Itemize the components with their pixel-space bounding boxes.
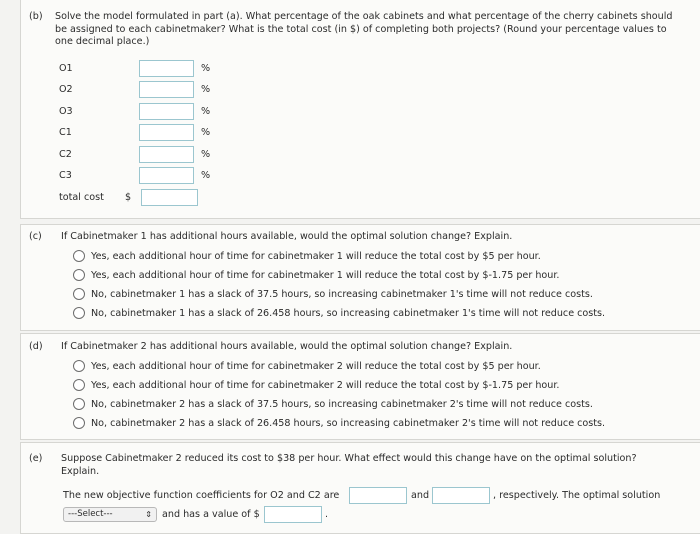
option-text: Yes, each additional hour of time for cabinetmaker 1 will reduce the total cost by $5 per hour. bbox=[91, 251, 541, 262]
option-text: No, cabinetmaker 1 has a slack of 37.5 hours, so increasing cabinetmaker 1's time will not reduce costs. bbox=[91, 289, 593, 300]
option-text: Yes, each additional hour of time for cabinetmaker 2 will reduce the total cost by $5 per hour. bbox=[91, 361, 541, 372]
objective-sentence-mid: , respectively. The optimal solution bbox=[493, 490, 661, 501]
select-value: ---Select--- bbox=[68, 509, 113, 519]
part-e-letter: (e) bbox=[29, 453, 43, 464]
part-c-header bbox=[29, 231, 51, 244]
radio-button[interactable] bbox=[73, 379, 85, 391]
part-e-panel bbox=[20, 442, 700, 534]
part-e-question: Suppose Cabinetmaker 2 reduced its cost to $38 per hour. What effect would this change have on the optimal solution? Explain. bbox=[61, 453, 637, 477]
percent-sign: % bbox=[201, 149, 211, 160]
part-b-question: Solve the model formulated in part (a). What percentage of the oak cabinets and what percentage of the cherry cabinets should be assigned to each cabinetmaker? What is the total cost (in $) of completing both projects? (Round your percentage values to one decimal place.) bbox=[55, 11, 673, 47]
option-text: Yes, each additional hour of time for cabinetmaker 2 will reduce the total cost by $-1.75 per hour. bbox=[91, 380, 560, 391]
part-d-header bbox=[29, 341, 51, 354]
chevron-updown-icon: ⇕ bbox=[145, 510, 152, 519]
part-d-panel bbox=[20, 333, 700, 440]
radio-button[interactable] bbox=[73, 360, 85, 372]
option-text: Yes, each additional hour of time for cabinetmaker 1 will reduce the total cost by $-1.75 per hour. bbox=[91, 270, 560, 281]
o2-percent-input[interactable] bbox=[139, 81, 194, 98]
row-o3 bbox=[59, 103, 259, 121]
c1-percent-input[interactable] bbox=[139, 124, 194, 141]
total-cost-input[interactable] bbox=[141, 189, 198, 206]
part-b-header bbox=[29, 11, 51, 24]
part-c-letter: (c) bbox=[29, 231, 42, 242]
row-label: O1 bbox=[59, 63, 73, 74]
optimal-value-input[interactable] bbox=[264, 506, 322, 523]
optimal-solution-select[interactable] bbox=[63, 507, 157, 522]
o3-percent-input[interactable] bbox=[139, 103, 194, 120]
row-label: C1 bbox=[59, 127, 72, 138]
option-text: No, cabinetmaker 1 has a slack of 26.458 hours, so increasing cabinetmaker 1's time will not reduce costs. bbox=[91, 308, 606, 319]
c3-percent-input[interactable] bbox=[139, 167, 194, 184]
radio-button[interactable] bbox=[73, 398, 85, 410]
row-c1 bbox=[59, 124, 259, 142]
part-b-letter: (b) bbox=[29, 11, 43, 22]
part-b-panel bbox=[20, 0, 700, 219]
row-total-cost bbox=[59, 189, 259, 207]
part-e-header bbox=[29, 453, 51, 466]
radio-button[interactable] bbox=[73, 417, 85, 429]
radio-button[interactable] bbox=[73, 307, 85, 319]
total-cost-label: total cost bbox=[59, 192, 104, 203]
period-text: . bbox=[325, 509, 329, 520]
dollar-sign: $ bbox=[125, 192, 132, 203]
percent-sign: % bbox=[201, 170, 211, 181]
percent-sign: % bbox=[201, 106, 211, 117]
value-text: and has a value of $ bbox=[162, 509, 260, 520]
part-d-question: If Cabinetmaker 2 has additional hours available, would the optimal solution change? Explain. bbox=[61, 341, 513, 352]
row-o1 bbox=[59, 60, 259, 78]
row-c2 bbox=[59, 146, 259, 164]
row-label: O3 bbox=[59, 106, 73, 117]
percent-sign: % bbox=[201, 127, 211, 138]
row-label: O2 bbox=[59, 84, 73, 95]
row-o2 bbox=[59, 81, 259, 99]
option-text: No, cabinetmaker 2 has a slack of 26.458 hours, so increasing cabinetmaker 2's time will not reduce costs. bbox=[91, 418, 606, 429]
part-c-panel bbox=[20, 224, 700, 331]
row-label: C2 bbox=[59, 149, 72, 160]
percent-sign: % bbox=[201, 63, 211, 74]
c2-coefficient-input[interactable] bbox=[432, 487, 490, 504]
row-label: C3 bbox=[59, 170, 72, 181]
row-c3 bbox=[59, 167, 259, 185]
option-text: No, cabinetmaker 2 has a slack of 37.5 hours, so increasing cabinetmaker 2's time will not reduce costs. bbox=[91, 399, 593, 410]
o2-coefficient-input[interactable] bbox=[349, 487, 407, 504]
radio-button[interactable] bbox=[73, 288, 85, 300]
percent-sign: % bbox=[201, 84, 211, 95]
and-text: and bbox=[411, 490, 430, 501]
radio-button[interactable] bbox=[73, 269, 85, 281]
radio-button[interactable] bbox=[73, 250, 85, 262]
part-c-question: If Cabinetmaker 1 has additional hours available, would the optimal solution change? Explain. bbox=[61, 231, 513, 242]
part-d-letter: (d) bbox=[29, 341, 43, 352]
o1-percent-input[interactable] bbox=[139, 60, 194, 77]
objective-sentence-start: The new objective function coefficients for O2 and C2 are bbox=[63, 490, 340, 501]
c2-percent-input[interactable] bbox=[139, 146, 194, 163]
